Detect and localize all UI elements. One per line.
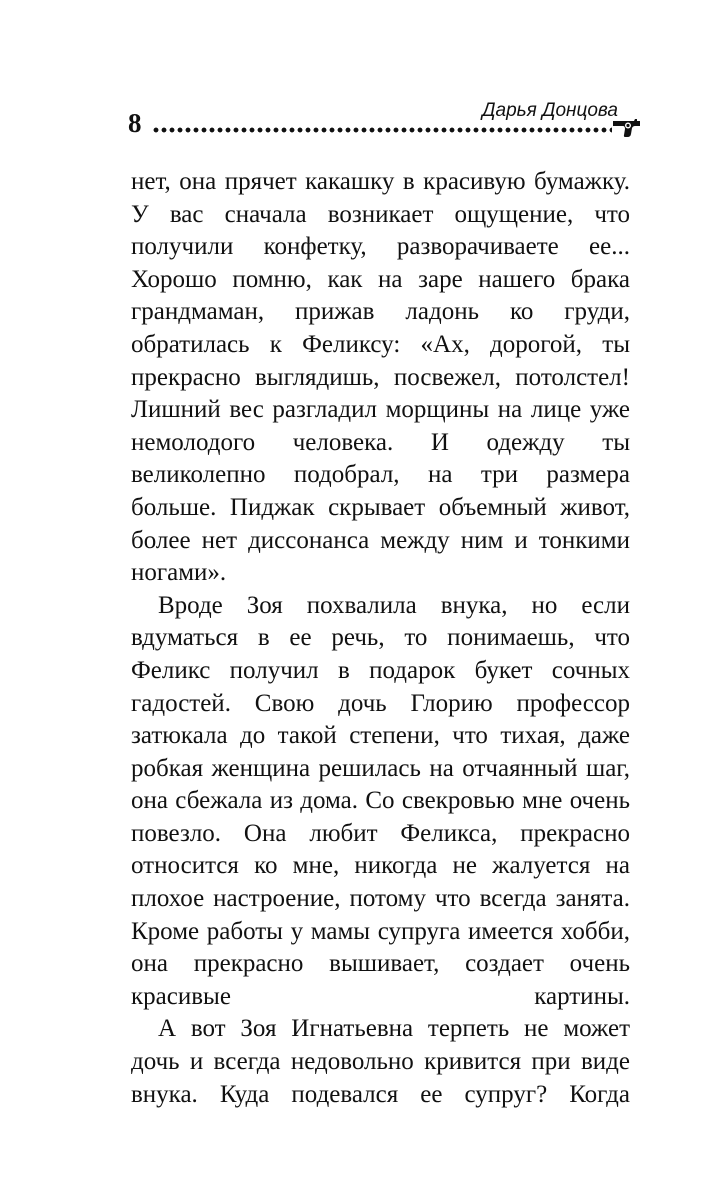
running-header-author: Дарья Донцова <box>482 100 618 121</box>
revolver-icon <box>612 112 642 142</box>
paragraph: нет, она прячет какашку в красивую бумажку. У вас сначала возникает ощущение, что получили конфетку, разворачиваете ее... Хорошо помню, как на заре нашего брака грандмаман, прижав ладонь ко груди, обратилась к Феликсу: «Ах, дорогой, ты прекрасно выглядишь, посвежел, потолстел! Лишний вес разгладил морщины на лице уже немолодого человека. И одежду ты великолепно подобрал, на три размера больше. Пиджак скрывает объемный живот, более нет диссонанса между ним и тонкими ногами». <box>131 168 630 587</box>
running-header <box>128 96 648 152</box>
dotted-leader <box>152 127 612 133</box>
page-number: 8 <box>128 108 142 138</box>
page-body <box>131 166 630 1111</box>
paragraph: Вроде Зоя похвалила внука, но если вдуматься в ее речь, то понимаешь, что Феликс получил в подарок букет сочных гадостей. Свою дочь Глорию профессор затюкала до такой степени, что тихая, даже робкая женщина решилась на отчаянный шаг, она сбежала из дома. Со свекровью мне очень повезло. Она любит Феликса, прекрасно относится ко мне, никогда не жалуется на плохое настроение, потому что всегда занята. Кроме работы у мамы супруга имеется хобби, она прекрасно вышивает, создает очень красивые картины. <box>131 591 630 1010</box>
paragraph: А вот Зоя Игнатьевна терпеть не может дочь и всегда недовольно кривится при виде внука. Куда подевался ее супруг? Когда <box>131 1015 630 1108</box>
